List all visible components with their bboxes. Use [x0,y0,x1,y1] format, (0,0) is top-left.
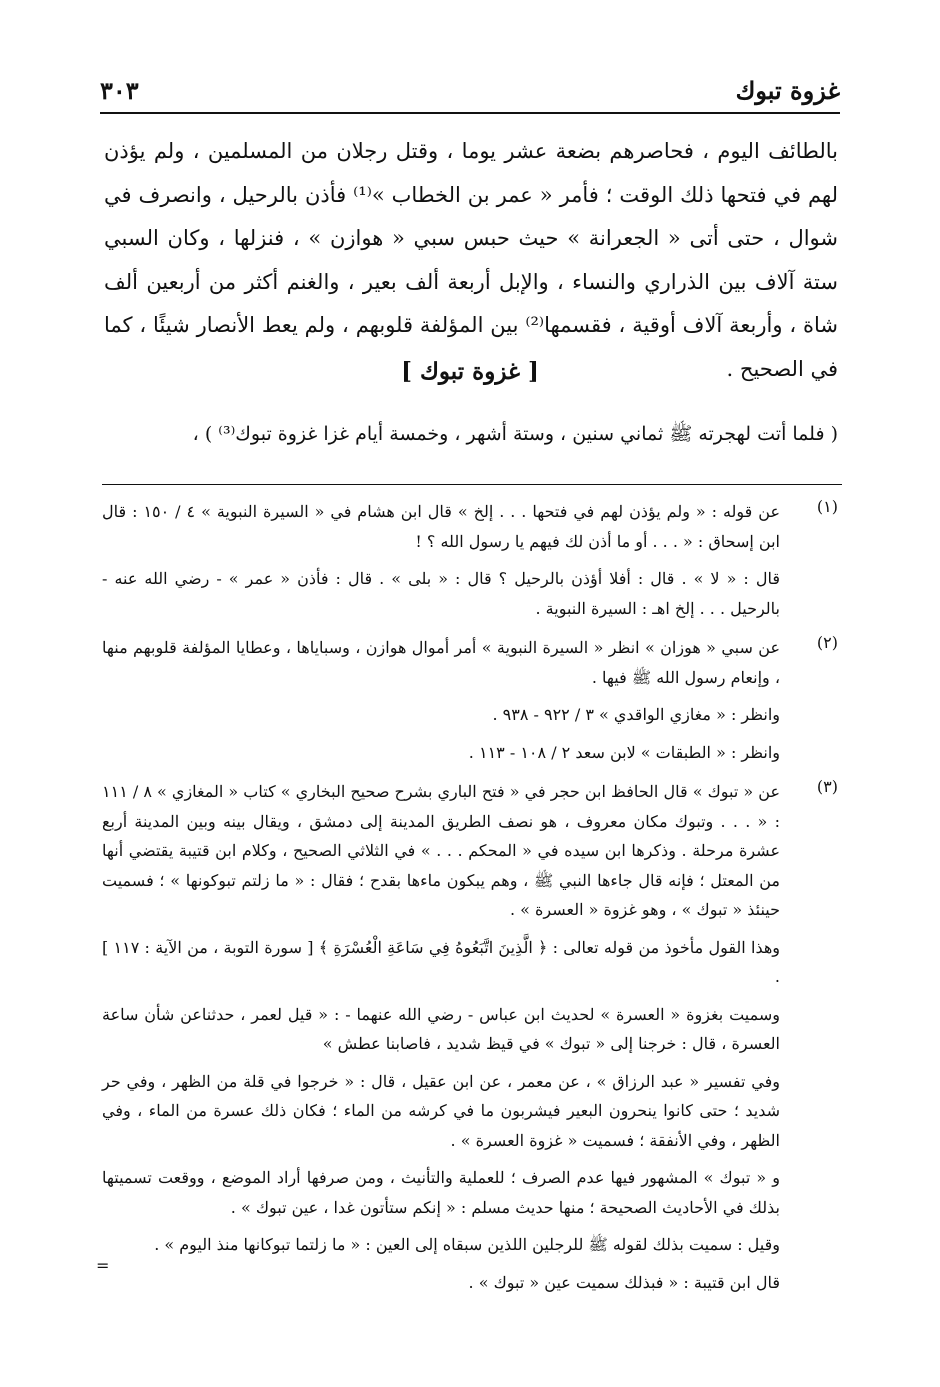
footnote-number: (٢) [816,633,838,652]
footnote-line: وقيل : سميت بذلك لقوله ﷺ للرجلين اللذين سبقاه إلى العين : « ما زلتما تبوكانها منذ اليوم » . [154,1235,780,1254]
page-header [100,72,840,112]
footnote-line: قال ابن قتيبة : « فبذلك سميت عين « تبوك » . [468,1272,780,1292]
footnote-line: وفي تفسير « عبد الرزاق » ، عن معمر ، عن ابن عقيل ، قال : « خرجوا في قلة من الظهر ، وفي حر شديد ؛ حتى كانوا ينحرون البعير فيشربون ما في كرشه من الماء ؛ فكان ذلك عسرة من الماء ، وفي الظهر ، وفي الأنفقة ؛ فسميت « غزوة العسرة » . [102,1071,780,1150]
footnote-divider [102,484,842,485]
continuation-mark: = [96,1256,110,1275]
footnote-line: وانظر : « الطبقات » لابن سعد ٢ / ١٠٨ - ١١٣ . [468,742,780,762]
footnote-line: و « تبوك » المشهور فيها عدم الصرف ؛ للعملية والتأنيث ، ومن صرفها أراد الموضع ، ووقعت تسميتها بذلك في الأحاديث الصحيحة ؛ منها حديث مسلم : « إنكم ستأتون غدا ، عين تبوك » . [102,1168,780,1217]
footnote-line: عن قوله : « ولم يؤذن لهم في فتحها . . . إلخ » قال ابن هشام في « السيرة النبوية » ٤ / ١٥٠ : قال ابن إسحاق : « . . . أو ما أذن لك فيهم يا رسول الله ؟ ! [102,502,781,551]
footnote-number: (١) [816,497,838,516]
section-title: [ غزوة تبوك ] [401,358,539,385]
footnote-number: (٣) [816,777,838,796]
footnote-line: وسميت بغزوة « العسرة » لحديث ابن عباس - رضي الله عنهما - : « قيل لعمر ، حدثناعن شأن ساعة العسرة ، قال : خرجنا إلى « تبوك » في قيظ شديد ، فاصابنا عطش » [102,1004,780,1053]
main-paragraph: بالطائف اليوم ، فحاصرهم بضعة عشر يوما ، وقتل رجلان من المسلمين ، ولم يؤذن لهم في فتحها ذلك الوقت ؛ فأمر « عمر بن الخطاب »⁽¹⁾ فأذن بالرحيل ، وانصرف في شوال ، حتى أتى « الجعرانة » حيث حبس سبي « هوازن » ، فنزلها ، وكان السبي ستة آلاف بين الذراري والنساء ، والإبل أربعة ألف بعير ، والغنم أكثر من أربعين ألف شاة ، وأربعة آلاف أوقية ، فقسمها⁽²⁾ بين المؤلفة قلوبهم ، ولم يعط الأنصار شيئًا ، كما في الصحيح . [104,139,839,381]
section-intro: ( فلما أتت لهجرته ﷺ ثماني سنين ، وستة أشهر ، وخمسة أيام غزا غزوة تبوك⁽³⁾ ) ، [192,423,838,445]
footnote-2 [102,633,838,767]
footnote-1 [102,497,838,623]
footnote-3 [102,777,838,1297]
footnote-line: عن « تبوك » قال الحافظ ابن حجر في « فتح الباري بشرح صحيح البخاري » كتاب « المغازي » ٨ / ١١١ : « . . . وتبوك مكان معروف ، هو نصف الطريق المدينة إلى دمشق ، ويقال بينه وبين المدينة أربع عشرة مرحلة . وذكرها ابن سيده في « المحكم . . . » في الثلاثي الصحيح ، وكلام ابن قتيبة يقتضي أنها من المعتل ؛ فإنه قال جاءها النبي ﷺ ، وهم يبكون ماءها بقدح ؛ فقال : « ما زلتم تبوكونها » ؛ فسميت حينئذ « تبوك » ، وهو غزوة « العسرة » . [102,782,780,919]
footnote-line: عن سبي « هوزان » انظر « السيرة النبوية » أمر أموال هوازن ، وسباياها ، وعطايا المؤلفة قلوبهم منها ، وإنعام رسول الله ﷺ فيها . [102,638,780,687]
footnotes [102,497,838,1297]
header-divider [100,112,840,114]
footnote-line: وانظر : « مغازي الواقدي » ٣ / ٩٢٢ - ٩٣٨ . [492,705,780,724]
footnote-line: وهذا القول مأخوذ من قوله تعالى : ﴿ الَّذِينَ اتَّبَعُوهُ فِي سَاعَةِ الْعُسْرَةِ ﴾ [ سورة التوبة ، من الآية : ١١٧ ] . [102,937,781,986]
main-text [104,130,838,391]
page-number: ٣٠٣ [100,76,139,105]
running-title: غزوة تبوك [735,76,840,105]
footnote-line: قال : « لا » . قال : أفلا أؤذن بالرحيل ؟ قال : « بلى » . قال : فأذن « عمر » - رضي الله عنه - بالرحيل . . . إلخ اهـ : السيرة النبوية . [102,569,780,618]
